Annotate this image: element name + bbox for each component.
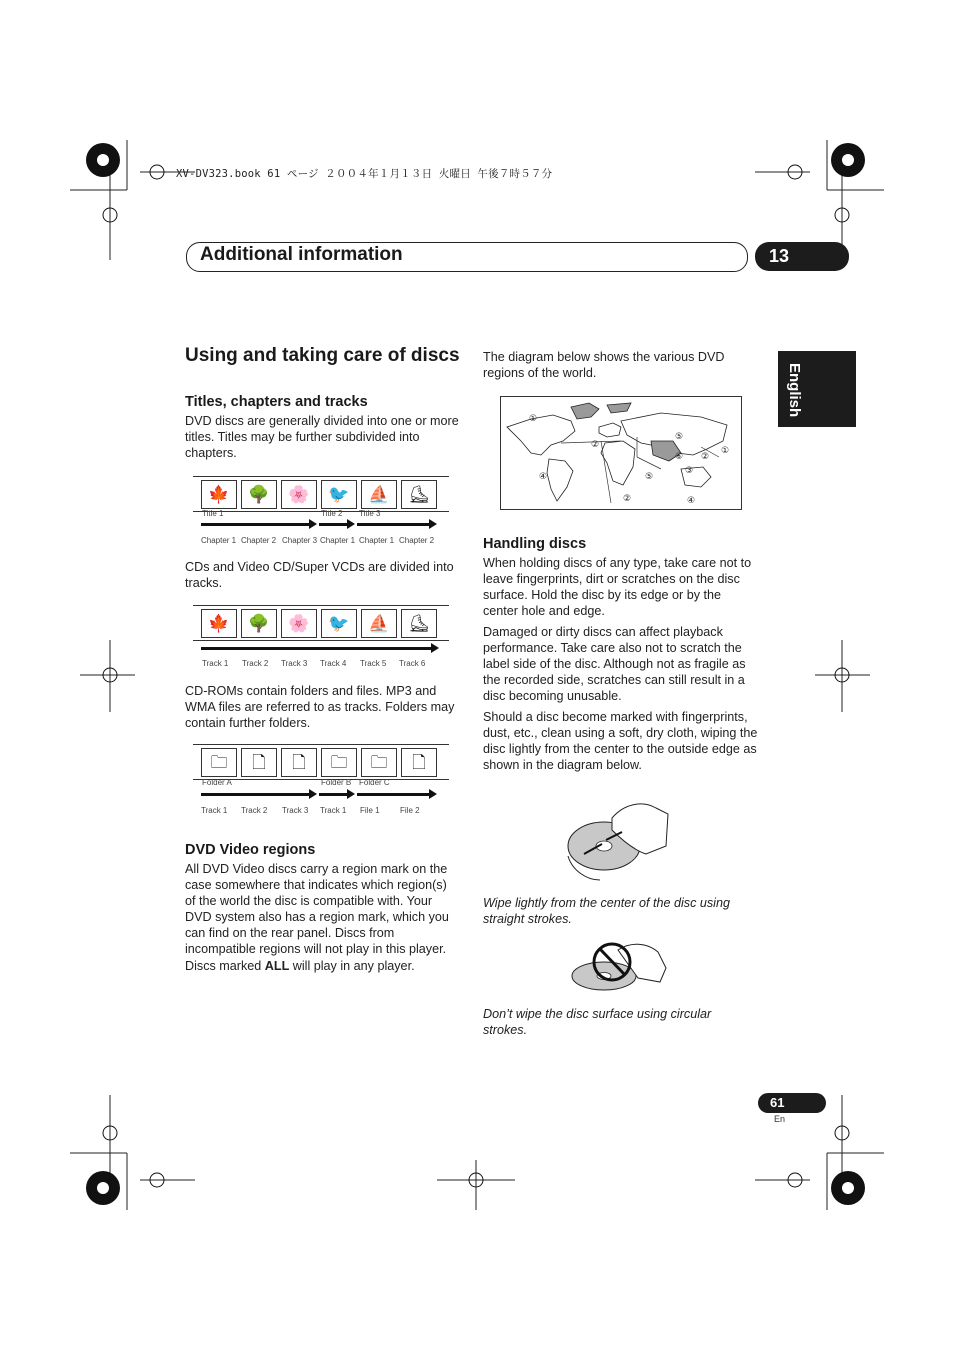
strip3-bottom-label: Track 1 (320, 806, 347, 815)
strip3-bottom-label: Track 1 (201, 806, 228, 815)
map-region-mark: ⑤ (675, 432, 684, 442)
section-title: Using and taking care of discs (185, 345, 460, 366)
chapter-number-badge (755, 242, 849, 271)
page-number: 61 (770, 1095, 785, 1110)
titles-chapters-tracks-heading: Titles, chapters and tracks (185, 394, 368, 410)
leaf-icon: 🍁 (201, 609, 237, 638)
map-region-mark: ① (721, 446, 730, 456)
cdrom-folders-paragraph: CD-ROMs contain folders and files. MP3 and WMA files are referred to as tracks. Folders may contain further folders. (185, 684, 455, 731)
map-region-mark: ④ (539, 472, 548, 482)
dvd-regions-heading: DVD Video regions (185, 842, 316, 858)
header-title: Additional information (200, 244, 403, 265)
strip1-top-label: Title 3 (359, 509, 381, 518)
title2-arrow (319, 523, 349, 526)
strip3-top-label: Folder B (321, 778, 352, 787)
strip1-bottom-label: Chapter 3 (282, 536, 318, 545)
strip1-bottom-label: Chapter 1 (320, 536, 356, 545)
handling-paragraph-3: Should a disc become marked with fingerprints, dust, etc., clean using a soft, dry cloth, wiping the disc lightly from the center to the outside edge as shown in the diagram below. (483, 710, 758, 773)
wipe-straight-illustration (562, 800, 674, 884)
titles-paragraph: DVD discs are generally divided into one or more titles. Titles may be further subdivided into chapters. (185, 414, 459, 461)
flower-icon: 🌸 (281, 609, 317, 638)
windsurf-icon: ⛵ (361, 609, 397, 638)
strip3-bottom-label: File 1 (360, 806, 380, 815)
title1-arrow (201, 523, 311, 526)
folder-icon: 🗀 (201, 748, 237, 777)
folder-icon: 🗀 (361, 748, 397, 777)
strip3-top-label: Folder C (359, 778, 390, 787)
tree-icon: 🌳 (241, 480, 277, 509)
strip1-bottom-label: Chapter 1 (359, 536, 395, 545)
map-region-mark: ② (591, 440, 600, 450)
strip3-top-label: Folder A (202, 778, 232, 787)
folder-icon: 🗀 (321, 748, 357, 777)
title-chapter-filmstrip (193, 476, 449, 512)
file-icon: 🗋 (241, 748, 277, 777)
map-intro-paragraph: The diagram below shows the various DVD regions of the world. (483, 350, 725, 381)
bird-icon: 🐦 (321, 609, 357, 638)
folderA-arrow (201, 793, 311, 796)
file-icon: 🗋 (281, 748, 317, 777)
map-region-mark: ② (701, 452, 710, 462)
windsurf-icon: ⛵ (361, 480, 397, 509)
strip1-bottom-label: Chapter 2 (399, 536, 435, 545)
dvd-regions-paragraph: All DVD Video discs carry a region mark on the case somewhere that indicates which region(s) of the world the disc is compatible with. Your DVD system also has a region mark, which you can find on the rear panel. Discs from incompatible regions will not play in this player. Discs marked ALL will play in any player. (185, 862, 449, 973)
strip2-bottom-label: Track 1 (202, 659, 229, 668)
folderC-arrow (357, 793, 431, 796)
cd-tracks-paragraph: CDs and Video CD/Super VCDs are divided into tracks. (185, 560, 454, 591)
title3-arrow (357, 523, 431, 526)
strip1-top-label: Title 1 (202, 509, 224, 518)
folder-file-filmstrip (193, 744, 449, 780)
strip1-top-label: Title 2 (321, 509, 343, 518)
book-file-line: XV-DV323.book 61 ページ ２００４年１月１３日 火曜日 午後７時５７分 (176, 168, 553, 180)
strip1-bottom-label: Chapter 2 (241, 536, 277, 545)
chapter-number: 13 (769, 246, 790, 266)
language-tab (778, 351, 856, 427)
map-region-mark: ⑤ (645, 472, 654, 482)
flower-icon: 🌸 (281, 480, 317, 509)
strip2-bottom-label: Track 6 (399, 659, 426, 668)
wipe-circular-prohibited-illustration (568, 938, 670, 998)
strip1-bottom-label: Chapter 1 (201, 536, 237, 545)
track-filmstrip (193, 605, 449, 641)
map-region-mark: ② (623, 494, 632, 504)
map-region-mark: ③ (685, 466, 694, 476)
tracks-arrow (201, 647, 433, 650)
file-icon: 🗋 (401, 748, 437, 777)
tree-icon: 🌳 (241, 609, 277, 638)
handling-paragraph-1: When holding discs of any type, take care not to leave fingerprints, dirt or scratches on the disc surface. Hold the disc by its edge or by the center hole and edge. (483, 556, 752, 619)
handling-paragraph-2: Damaged or dirty discs can affect playback performance. Take care also not to scratch the label side of the disc. Although not as fragile as the recorded side, scratches can still result in a disc becoming unusable. (483, 625, 746, 704)
strip3-bottom-label: Track 2 (241, 806, 268, 815)
bird-icon: 🐦 (321, 480, 357, 509)
skater-icon: ⛸ (401, 609, 437, 638)
world-map-drawing (501, 397, 741, 509)
handling-discs-heading: Handling discs (483, 536, 587, 552)
folderB-arrow (319, 793, 349, 796)
language-tab-label: English (786, 363, 803, 418)
dvd-region-world-map (500, 396, 742, 510)
strip2-bottom-label: Track 4 (320, 659, 347, 668)
strip3-bottom-label: File 2 (400, 806, 420, 815)
wipe-caption-do: Wipe lightly from the center of the disc using straight strokes. (483, 896, 730, 927)
strip2-bottom-label: Track 5 (360, 659, 387, 668)
page-number-badge (758, 1093, 826, 1113)
map-region-mark: ④ (687, 496, 696, 506)
strip2-bottom-label: Track 3 (281, 659, 308, 668)
skater-icon: ⛸ (401, 480, 437, 509)
strip2-bottom-label: Track 2 (242, 659, 269, 668)
leaf-icon: 🍁 (201, 480, 237, 509)
wipe-caption-dont: Don’t wipe the disc surface using circular strokes. (483, 1007, 712, 1038)
strip3-bottom-label: Track 3 (282, 806, 309, 815)
page-language-code: En (774, 1114, 786, 1124)
map-region-mark: ⑥ (675, 452, 684, 462)
map-region-mark: ① (529, 414, 538, 424)
